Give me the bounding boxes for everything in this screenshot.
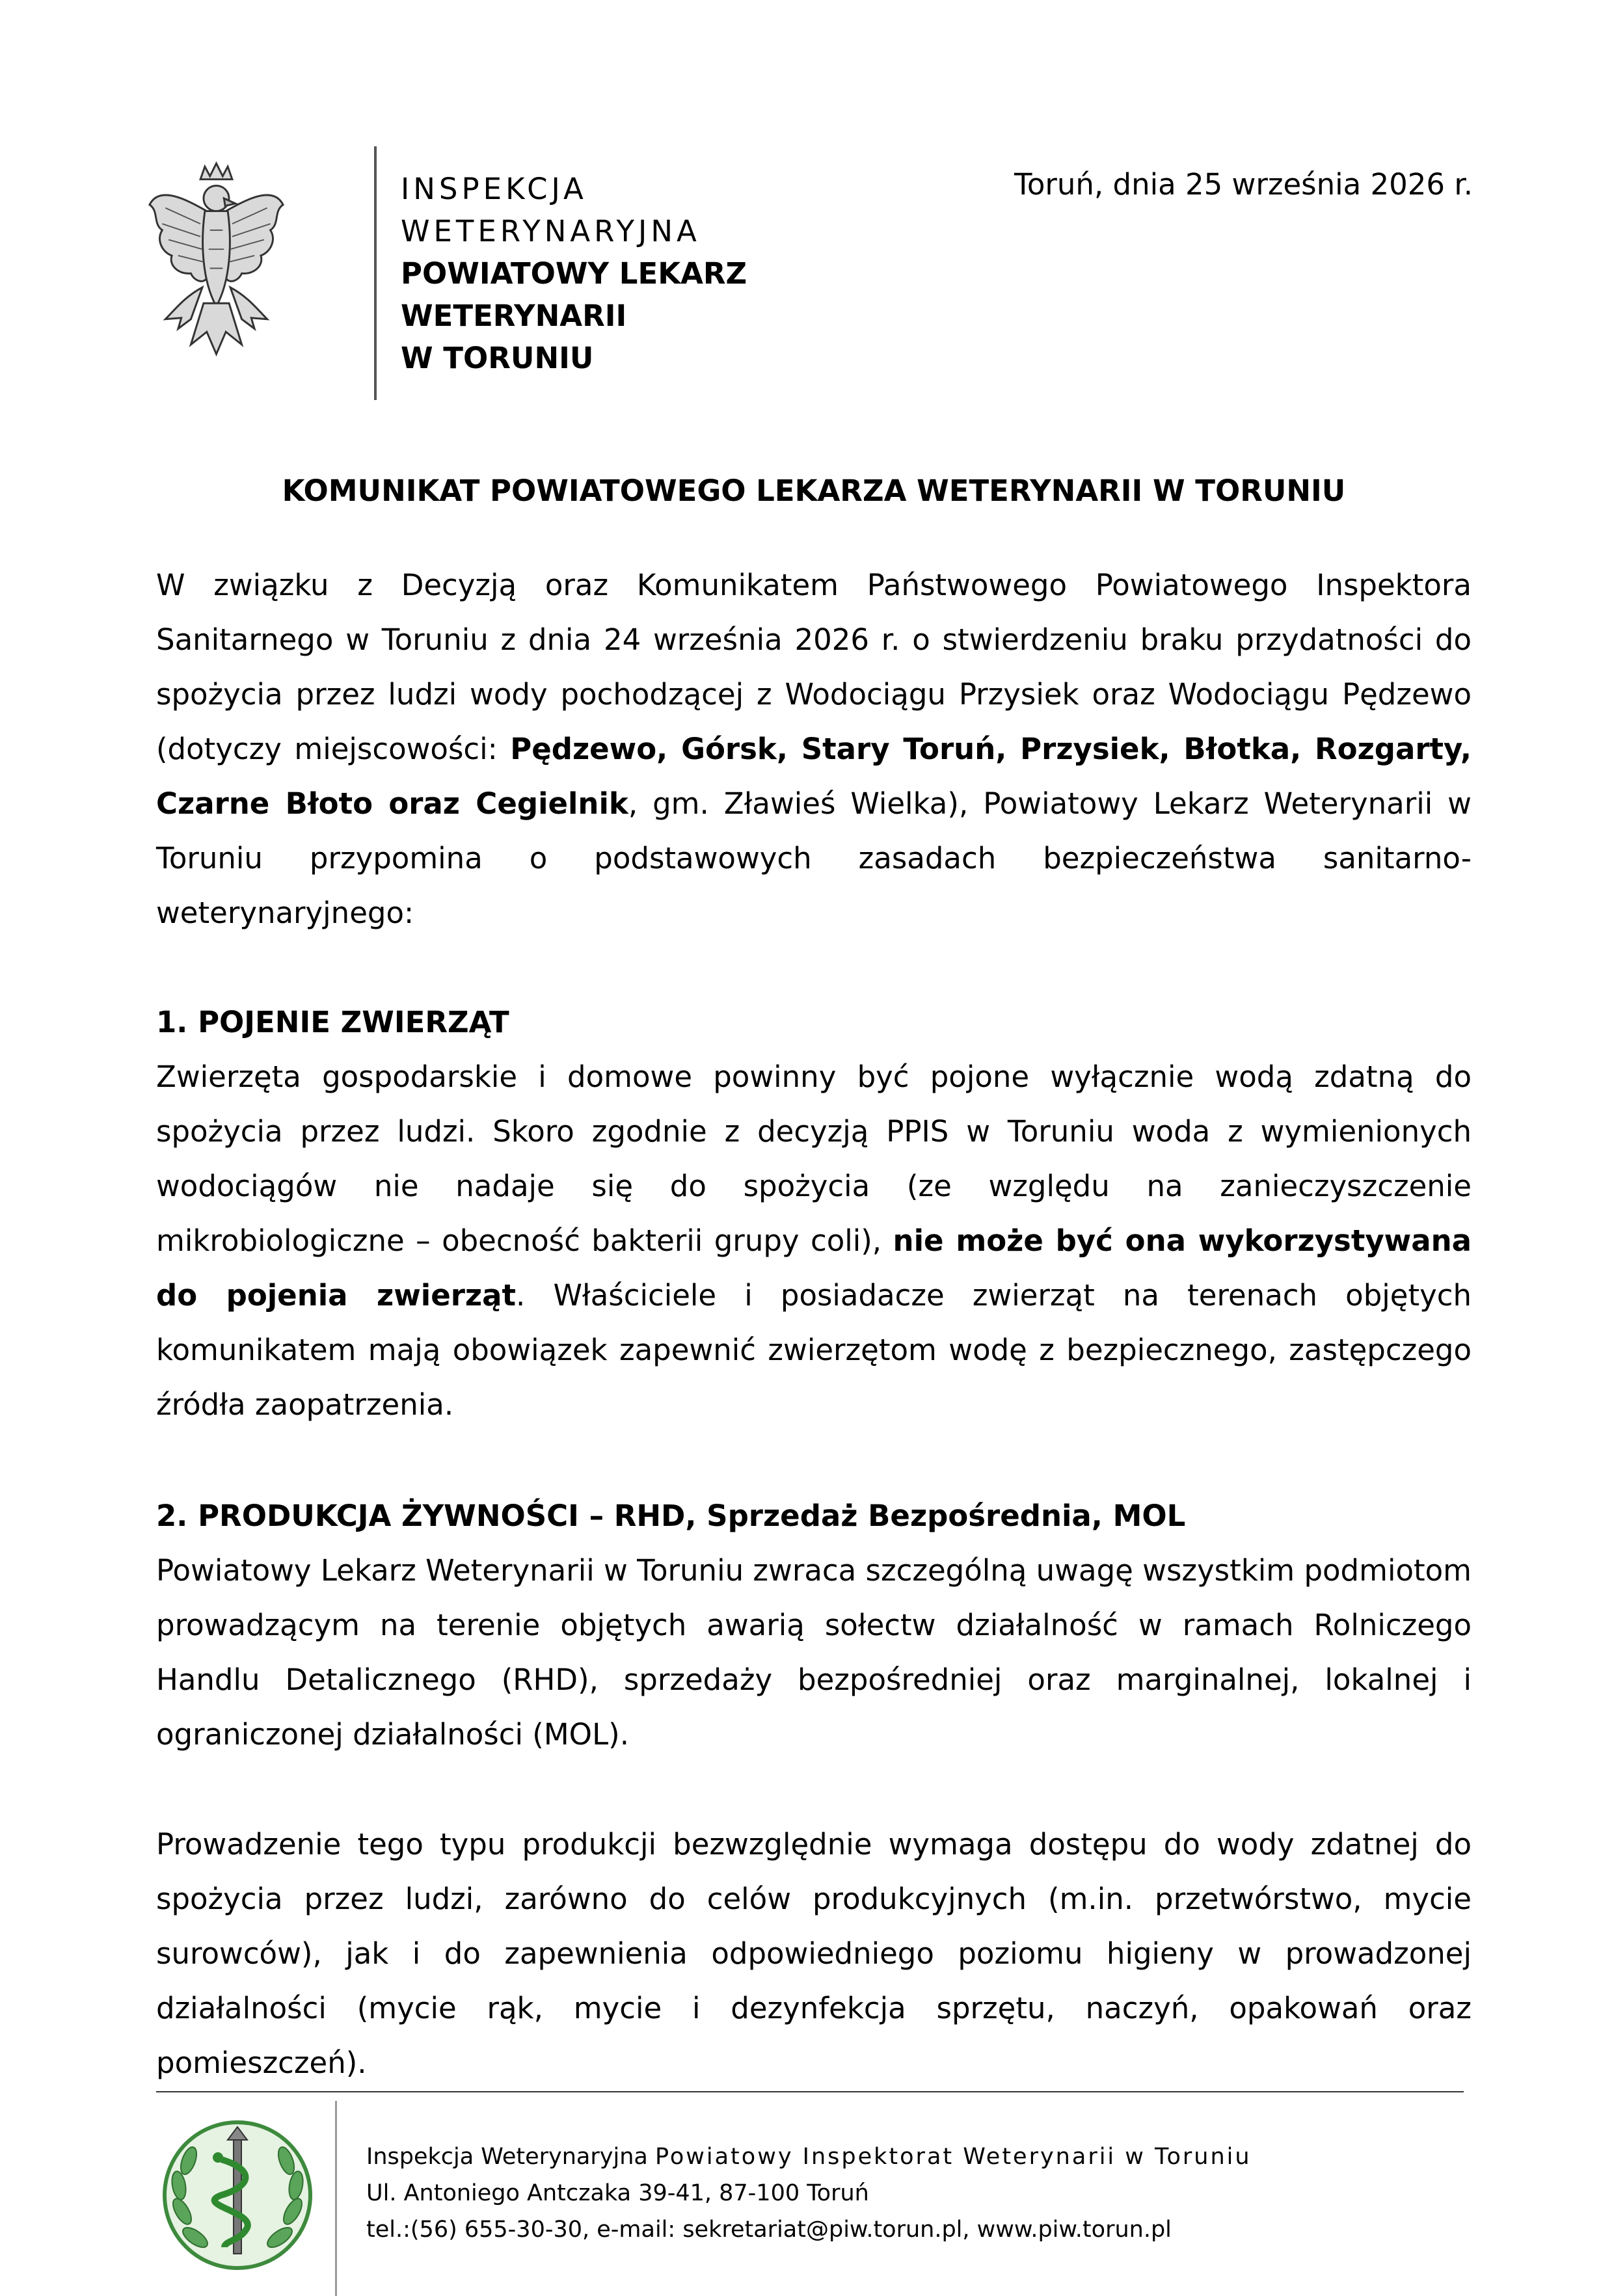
footer-rule <box>156 2091 1464 2092</box>
section-1-text-end: . Właściciele i posiadacze zwierząt na terenach objętych komunikatem mają obowiązek zapewnić zwierzętom wodę z bezpiecznego, zastępczego źródła zaopatrzenia. <box>156 1278 1472 1422</box>
institution-name <box>401 168 747 379</box>
footer-line-institution <box>366 2139 1252 2175</box>
veterinary-inspection-logo-icon <box>156 2114 319 2276</box>
intro-text: W związku z Decyzją oraz Komunikatem Państwowego Powiatowego Inspektora Sanitarnego w Toruniu z dnia 24 września 2026 r. o stwierdzeniu braku przydatności do spożycia przez ludzi wody pochodzącej z Wodociągu Przysiek oraz Wodociągu Pędzewo (dotyczy miejscowości: <box>156 568 1472 766</box>
section-1-text: Zwierzęta gospodarskie i domowe powinny być pojone wyłącznie wodą zdatną do spożycia przez ludzi. Skoro zgodnie z decyzją PPIS w Toruniu woda z wymienionych wodociągów nie nadaje się do spożycia (ze względu na zanieczyszczenie mikrobiologiczne – obecność bakterii grupy coli), <box>156 1060 1472 1258</box>
section-2-heading: 2. PRODUKCJA ŻYWNOŚCI – RHD, Sprzedaż Bezpośrednia, MOL <box>156 1499 1186 1533</box>
footer-inspection-name: Inspekcja Weterynaryjna <box>366 2144 648 2170</box>
footer-address <box>366 2139 1252 2248</box>
header-divider <box>374 146 377 400</box>
intro-text-end: , gm. Zławieś Wielka), Powiatowy Lekarz Weterynarii w Toruniu przypomina o podstawowych zasadach bezpieczeństwa sanitarno-weterynaryjnego: <box>156 786 1472 930</box>
footer-line-contact: tel.:(56) 655-30-30, e-mail: sekretariat@piw.torun.pl, www.piw.torun.pl <box>366 2217 1172 2243</box>
institution-line: INSPEKCJA <box>401 172 587 206</box>
document-title: KOMUNIKAT POWIATOWEGO LEKARZA WETERYNARII W TORUNIU <box>282 474 1346 508</box>
institution-line: POWIATOWY LEKARZ <box>401 256 747 291</box>
polish-eagle-emblem-icon <box>146 159 286 377</box>
footer-inspectorate-name: Powiatowy Inspektorat Weterynarii w Toruniu <box>654 2144 1252 2170</box>
institution-line: WETERYNARYJNA <box>401 214 701 248</box>
document-date: Toruń, dnia 25 września 2026 r. <box>1014 167 1473 202</box>
institution-line: WETERYNARII <box>401 299 627 333</box>
section-2-paragraph-1: Powiatowy Lekarz Weterynarii w Toruniu zwraca szczególną uwagę wszystkim podmiotom prowadzącym na terenie objętych awarią sołectw działalność w ramach Rolniczego Handlu Detalicznego (RHD), sprzedaży bezpośredniej oraz marginalnej, lokalnej i ograniczonej działalności (MOL). <box>156 1553 1472 1752</box>
intro-paragraph <box>156 558 1472 941</box>
footer-line-address: Ul. Antoniego Antczaka 39-41, 87-100 Toruń <box>366 2180 869 2206</box>
footer-divider <box>335 2101 337 2296</box>
institution-line: W TORUNIU <box>401 341 594 375</box>
section-2-paragraph-2: Prowadzenie tego typu produkcji bezwzględnie wymaga dostępu do wody zdatnej do spożycia przez ludzi, zarówno do celów produkcyjnych (m.in. przetwórstwo, mycie surowców), jak i do zapewnienia odpowiedniego poziomu higieny w prowadzonej działalności (mycie rąk, mycie i dezynfekcja sprzętu, naczyń, opakowań oraz pomieszczeń). <box>156 1827 1472 2080</box>
section-1-heading: 1. POJENIE ZWIERZĄT <box>156 1005 509 1039</box>
intro-localities: Pędzewo, Górsk, Stary Toruń, Przysiek, Błotka, Rozgarty, Czarne Błoto oraz Cegielnik <box>156 732 1472 821</box>
section-1-emphasis: nie może być ona wykorzystywana do pojenia zwierząt <box>156 1223 1472 1313</box>
section-1-paragraph <box>156 1050 1472 1432</box>
